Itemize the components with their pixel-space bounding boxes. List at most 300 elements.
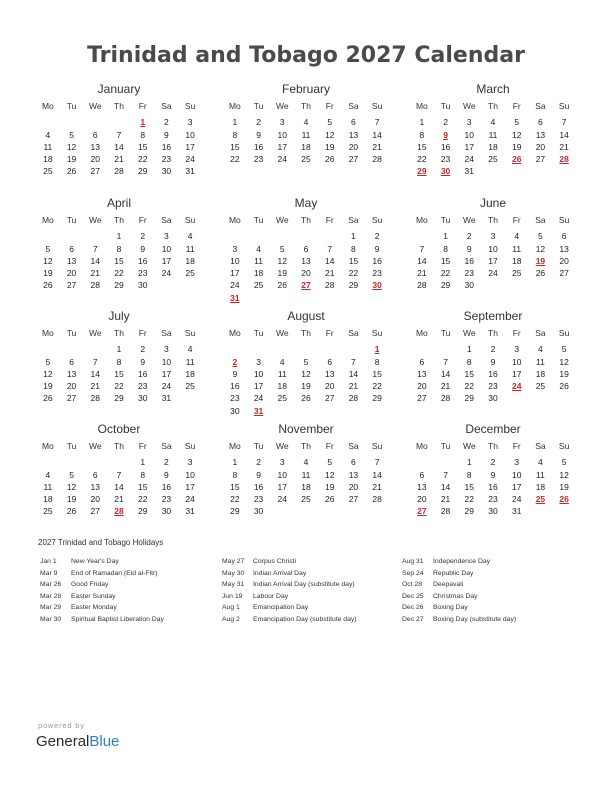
day-cell: 8: [140, 469, 146, 480]
empty-day-cell: [223, 230, 247, 242]
day-cell: 4: [256, 243, 261, 254]
day-cell: 4: [45, 469, 51, 480]
day-cell: 13: [417, 481, 427, 492]
day-cell: 7: [374, 117, 380, 128]
day-cell: 24: [277, 494, 288, 505]
weekday-header: Mo: [228, 101, 241, 111]
day-cell: 10: [277, 129, 288, 140]
day-cell: 7: [92, 356, 98, 367]
weekday-header: Su: [371, 101, 383, 111]
day-cell: 8: [466, 356, 472, 367]
day-cell: 9: [164, 129, 169, 140]
day-cell: 9: [140, 243, 146, 254]
day-cell: 9: [256, 129, 261, 140]
month-january: [36, 82, 202, 178]
day-cell: 4: [514, 231, 520, 242]
day-cell: 21: [559, 141, 569, 152]
day-cell: 14: [90, 368, 101, 379]
day-cell: 25: [185, 268, 195, 279]
month-march: [410, 82, 576, 178]
month-name: October: [97, 422, 141, 436]
month-days-grid: [36, 440, 202, 518]
weekday-header: Mo: [41, 328, 54, 338]
holiday-name: Republic Day: [433, 569, 474, 577]
holiday-row: [402, 568, 572, 580]
day-cell: 9: [256, 469, 261, 480]
day-cell: 17: [185, 141, 195, 152]
day-cell: 15: [417, 141, 427, 152]
weekday-header: We: [275, 441, 289, 451]
day-cell: 28: [90, 280, 101, 291]
holiday-name: Labour Day: [253, 592, 289, 600]
weekday-header: Th: [114, 101, 124, 111]
day-cell: 7: [443, 356, 448, 367]
empty-day-cell: [60, 230, 84, 242]
month-days-grid: [36, 214, 202, 292]
weekday-header: Tu: [440, 328, 451, 338]
day-cell: 15: [440, 255, 451, 266]
weekday-header: We: [462, 328, 476, 338]
day-cell: 18: [535, 481, 546, 492]
day-cell: 28: [90, 393, 101, 404]
weekday-header: Su: [558, 328, 570, 338]
day-cell: 11: [254, 255, 263, 266]
weekday-header: Th: [488, 215, 498, 225]
empty-day-cell: [83, 456, 107, 468]
day-cell: 17: [253, 381, 264, 392]
day-cell: 8: [232, 129, 238, 140]
holiday-date: Aug 2: [222, 615, 240, 623]
day-cell: 8: [140, 129, 146, 140]
holiday-date: Mar 29: [40, 604, 62, 612]
month-name: December: [465, 422, 521, 436]
day-cell: 20: [301, 268, 311, 279]
day-cell: 29: [230, 506, 240, 517]
month-days-grid: [223, 440, 389, 518]
weekday-header: Mo: [228, 328, 241, 338]
holiday-date: Mar 26: [40, 581, 62, 589]
day-cell: 14: [114, 141, 124, 152]
day-cell: 1: [232, 117, 238, 128]
day-cell: 25: [43, 166, 53, 177]
day-cell: 24: [185, 154, 195, 165]
day-cell: 15: [137, 141, 148, 152]
day-cell: 28: [114, 166, 124, 177]
day-cell: 7: [92, 243, 98, 254]
day-cell: 24: [253, 393, 264, 404]
weekday-header: Su: [184, 441, 196, 451]
holiday-row: [222, 602, 392, 614]
day-cell: 18: [301, 141, 311, 152]
day-cell: 1: [116, 231, 122, 242]
day-cell: 4: [279, 356, 285, 367]
weekday-header: Fr: [325, 215, 334, 225]
day-cell: 29: [440, 280, 451, 291]
day-cell: 5: [514, 117, 520, 128]
empty-day-cell: [223, 343, 247, 355]
day-cell: 26: [559, 381, 569, 392]
day-cell: 24: [511, 494, 522, 505]
holiday-name: Corpus Christi: [253, 558, 297, 565]
holiday-name: Emancipation Day: [253, 604, 309, 612]
day-cell: 12: [324, 469, 335, 480]
day-cell: 21: [90, 268, 101, 279]
holiday-name: Good Friday: [71, 581, 109, 589]
empty-day-cell: [60, 116, 84, 128]
day-cell: 15: [348, 255, 359, 266]
empty-day-cell: [410, 456, 434, 468]
day-cell: 16: [464, 255, 475, 266]
weekday-header: We: [275, 328, 289, 338]
month-days-grid: [36, 327, 202, 405]
day-cell: 22: [137, 494, 148, 505]
day-cell: 11: [43, 141, 53, 152]
day-cell: 12: [301, 368, 311, 379]
day-cell: 6: [327, 356, 333, 367]
day-cell: 16: [230, 381, 240, 392]
day-cell: 17: [161, 255, 172, 266]
day-cell: 24: [488, 268, 498, 279]
day-cell: 3: [232, 243, 238, 254]
holiday-date: Mar 9: [40, 569, 58, 577]
day-cell: 17: [511, 368, 522, 379]
weekday-header: Th: [488, 328, 498, 338]
day-cell: 6: [538, 117, 543, 128]
day-cell: 13: [90, 481, 101, 492]
weekday-header: Sa: [161, 215, 172, 225]
day-cell: 20: [417, 381, 427, 392]
weekday-header: Fr: [512, 215, 521, 225]
day-cell: 4: [538, 457, 543, 468]
day-cell: 5: [279, 243, 285, 254]
day-cell: 10: [185, 469, 195, 480]
day-cell: 13: [66, 368, 77, 379]
day-cell: 23: [161, 494, 172, 505]
day-cell: 27: [324, 393, 335, 404]
empty-day-cell: [107, 456, 131, 468]
day-cell: 22: [440, 268, 451, 279]
holiday-day-cell: 19: [535, 255, 546, 266]
day-cell: 2: [466, 231, 472, 242]
holiday-column: [222, 556, 392, 626]
weekday-header: Mo: [415, 328, 428, 338]
weekday-header: Th: [301, 215, 311, 225]
day-cell: 4: [303, 457, 309, 468]
holiday-name: Indian Arrival Day: [253, 569, 307, 577]
empty-day-cell: [107, 116, 131, 128]
weekday-header: Th: [301, 441, 311, 451]
day-cell: 5: [45, 356, 51, 367]
day-cell: 23: [253, 154, 264, 165]
empty-day-cell: [342, 343, 366, 355]
day-cell: 22: [348, 268, 359, 279]
empty-day-cell: [36, 343, 60, 355]
day-cell: 21: [440, 494, 451, 505]
day-cell: 30: [230, 405, 240, 416]
day-cell: 3: [279, 117, 285, 128]
day-cell: 23: [372, 268, 382, 279]
month-name: February: [281, 82, 331, 96]
day-cell: 6: [419, 469, 425, 480]
holiday-day-cell: 28: [559, 154, 569, 165]
weekday-header: Sa: [535, 441, 546, 451]
day-cell: 4: [187, 231, 193, 242]
month-days-grid: [223, 100, 389, 165]
day-cell: 11: [185, 243, 195, 254]
day-cell: 30: [488, 506, 498, 517]
day-cell: 1: [140, 457, 146, 468]
day-cell: 14: [559, 129, 569, 140]
day-cell: 15: [230, 141, 240, 152]
day-cell: 25: [185, 381, 195, 392]
day-cell: 7: [351, 356, 356, 367]
day-cell: 23: [464, 268, 475, 279]
day-cell: 10: [185, 129, 195, 140]
day-cell: 17: [230, 268, 240, 279]
day-cell: 14: [324, 255, 335, 266]
holiday-day-cell: 31: [230, 292, 240, 303]
day-cell: 11: [43, 481, 53, 492]
day-cell: 1: [466, 457, 472, 468]
empty-day-cell: [294, 343, 318, 355]
day-cell: 2: [490, 457, 496, 468]
day-cell: 3: [514, 457, 520, 468]
month-october: [36, 422, 202, 518]
day-cell: 16: [440, 141, 451, 152]
holiday-name: Independence Day: [433, 558, 491, 565]
weekday-header: Fr: [325, 328, 334, 338]
weekday-header: Tu: [66, 215, 77, 225]
day-cell: 21: [348, 381, 359, 392]
weekday-header: We: [462, 441, 476, 451]
day-cell: 20: [66, 268, 77, 279]
holiday-row: [40, 568, 210, 580]
day-cell: 19: [66, 154, 77, 165]
holiday-date: May 31: [222, 581, 245, 589]
holiday-day-cell: 26: [511, 154, 522, 165]
day-cell: 19: [301, 381, 311, 392]
day-cell: 18: [253, 268, 264, 279]
day-cell: 24: [230, 280, 240, 291]
holiday-row: [40, 602, 210, 614]
day-cell: 19: [43, 381, 53, 392]
weekday-header: Th: [114, 328, 124, 338]
month-days-grid: [410, 327, 576, 405]
day-cell: 20: [66, 381, 77, 392]
day-cell: 12: [277, 255, 288, 266]
day-cell: 25: [301, 494, 311, 505]
holiday-day-cell: 9: [443, 129, 448, 140]
day-cell: 17: [277, 481, 288, 492]
empty-day-cell: [318, 343, 342, 355]
weekday-header: Fr: [512, 328, 521, 338]
weekday-header: Sa: [348, 215, 359, 225]
holiday-column: [40, 556, 210, 626]
day-cell: 9: [140, 356, 146, 367]
day-cell: 11: [488, 129, 498, 140]
holiday-name: Indian Arrival Day (substitute day): [253, 581, 355, 589]
holiday-day-cell: 1: [374, 344, 380, 355]
day-cell: 3: [490, 231, 496, 242]
day-cell: 2: [164, 457, 169, 468]
empty-day-cell: [434, 456, 458, 468]
day-cell: 16: [137, 255, 148, 266]
holiday-name: Deepavali: [433, 581, 464, 589]
day-cell: 18: [43, 154, 53, 165]
day-cell: 23: [440, 154, 451, 165]
day-cell: 3: [466, 117, 472, 128]
empty-day-cell: [270, 230, 294, 242]
day-cell: 22: [230, 494, 240, 505]
brand-logo[interactable]: [36, 733, 119, 750]
empty-day-cell: [294, 230, 318, 242]
weekday-header: Su: [184, 101, 196, 111]
holiday-date: Aug 1: [222, 604, 240, 612]
weekday-header: Su: [558, 215, 570, 225]
weekday-header: Tu: [253, 101, 264, 111]
day-cell: 21: [114, 494, 124, 505]
holiday-row: [222, 614, 392, 626]
month-name: March: [476, 82, 510, 96]
holiday-row: [40, 614, 210, 626]
month-may: [223, 196, 389, 304]
day-cell: 25: [488, 154, 498, 165]
empty-day-cell: [410, 343, 434, 355]
day-cell: 23: [137, 268, 148, 279]
day-cell: 13: [348, 129, 359, 140]
day-cell: 9: [232, 368, 238, 379]
powered-by-label: powered by: [38, 721, 85, 730]
holiday-row: [222, 579, 392, 591]
weekday-header: Tu: [253, 328, 264, 338]
day-cell: 30: [161, 166, 172, 177]
weekday-header: Tu: [253, 215, 264, 225]
day-cell: 21: [440, 381, 451, 392]
month-days-grid: [223, 327, 389, 417]
weekday-header: Su: [371, 215, 383, 225]
day-cell: 22: [230, 154, 240, 165]
holiday-day-cell: 27: [417, 506, 427, 517]
empty-day-cell: [247, 343, 271, 355]
day-cell: 3: [279, 457, 285, 468]
weekday-header: We: [275, 215, 289, 225]
day-cell: 29: [137, 166, 148, 177]
weekday-header: Fr: [138, 101, 147, 111]
holiday-date: May 27: [222, 558, 245, 565]
day-cell: 19: [66, 494, 77, 505]
day-cell: 30: [137, 393, 148, 404]
month-june: [410, 196, 576, 292]
day-cell: 4: [490, 117, 496, 128]
day-cell: 29: [464, 393, 475, 404]
day-cell: 10: [511, 356, 522, 367]
day-cell: 13: [559, 243, 569, 254]
day-cell: 12: [324, 129, 335, 140]
day-cell: 21: [372, 141, 382, 152]
day-cell: 29: [137, 506, 148, 517]
day-cell: 20: [90, 494, 101, 505]
month-july: [36, 309, 202, 405]
weekday-header: Fr: [138, 328, 147, 338]
holiday-row: [40, 591, 210, 603]
day-cell: 2: [140, 344, 146, 355]
day-cell: 23: [488, 381, 498, 392]
holiday-column: [402, 556, 572, 626]
day-cell: 25: [535, 381, 546, 392]
day-cell: 31: [511, 506, 522, 517]
holiday-name: Emancipation Day (substitute day): [253, 615, 357, 623]
day-cell: 25: [277, 393, 288, 404]
holiday-day-cell: 26: [559, 494, 569, 505]
day-cell: 22: [417, 154, 427, 165]
day-cell: 20: [417, 494, 427, 505]
day-cell: 29: [348, 280, 359, 291]
weekday-header: Fr: [325, 101, 334, 111]
day-cell: 1: [232, 457, 238, 468]
day-cell: 5: [69, 469, 74, 480]
day-cell: 19: [277, 268, 288, 279]
weekday-header: Fr: [138, 441, 147, 451]
day-cell: 5: [538, 231, 543, 242]
day-cell: 31: [185, 506, 195, 517]
month-december: [410, 422, 576, 518]
holiday-day-cell: 27: [301, 280, 311, 291]
day-cell: 2: [164, 117, 169, 128]
holiday-row: [402, 602, 572, 614]
weekday-header: Su: [184, 215, 196, 225]
day-cell: 27: [90, 506, 101, 517]
day-cell: 16: [161, 481, 172, 492]
day-cell: 23: [161, 154, 172, 165]
day-cell: 2: [256, 117, 261, 128]
day-cell: 15: [114, 368, 124, 379]
day-cell: 16: [488, 481, 498, 492]
day-cell: 13: [324, 368, 335, 379]
day-cell: 14: [417, 255, 427, 266]
empty-day-cell: [83, 343, 107, 355]
weekday-header: Mo: [415, 215, 428, 225]
weekday-header: Sa: [535, 101, 546, 111]
day-cell: 12: [66, 481, 77, 492]
holiday-row: [402, 579, 572, 591]
holiday-date: Jan 1: [40, 558, 57, 565]
day-cell: 14: [440, 481, 451, 492]
day-cell: 13: [301, 255, 311, 266]
day-cell: 2: [140, 231, 146, 242]
day-cell: 7: [327, 243, 333, 254]
holiday-day-cell: 24: [511, 381, 522, 392]
day-cell: 30: [253, 506, 264, 517]
brand-general: General: [36, 733, 90, 750]
day-cell: 30: [161, 506, 172, 517]
day-cell: 16: [372, 255, 382, 266]
weekday-header: We: [462, 215, 476, 225]
day-cell: 17: [464, 141, 475, 152]
weekday-header: Mo: [41, 101, 54, 111]
weekday-header: Tu: [253, 441, 264, 451]
day-cell: 28: [348, 393, 359, 404]
holiday-date: Dec 25: [402, 592, 424, 600]
month-name: January: [97, 82, 141, 96]
day-cell: 28: [372, 154, 382, 165]
day-cell: 26: [66, 166, 77, 177]
day-cell: 5: [327, 457, 333, 468]
holiday-row: [40, 579, 210, 591]
day-cell: 27: [535, 154, 546, 165]
weekday-header: Tu: [440, 215, 451, 225]
day-cell: 21: [324, 268, 335, 279]
day-cell: 9: [490, 469, 496, 480]
